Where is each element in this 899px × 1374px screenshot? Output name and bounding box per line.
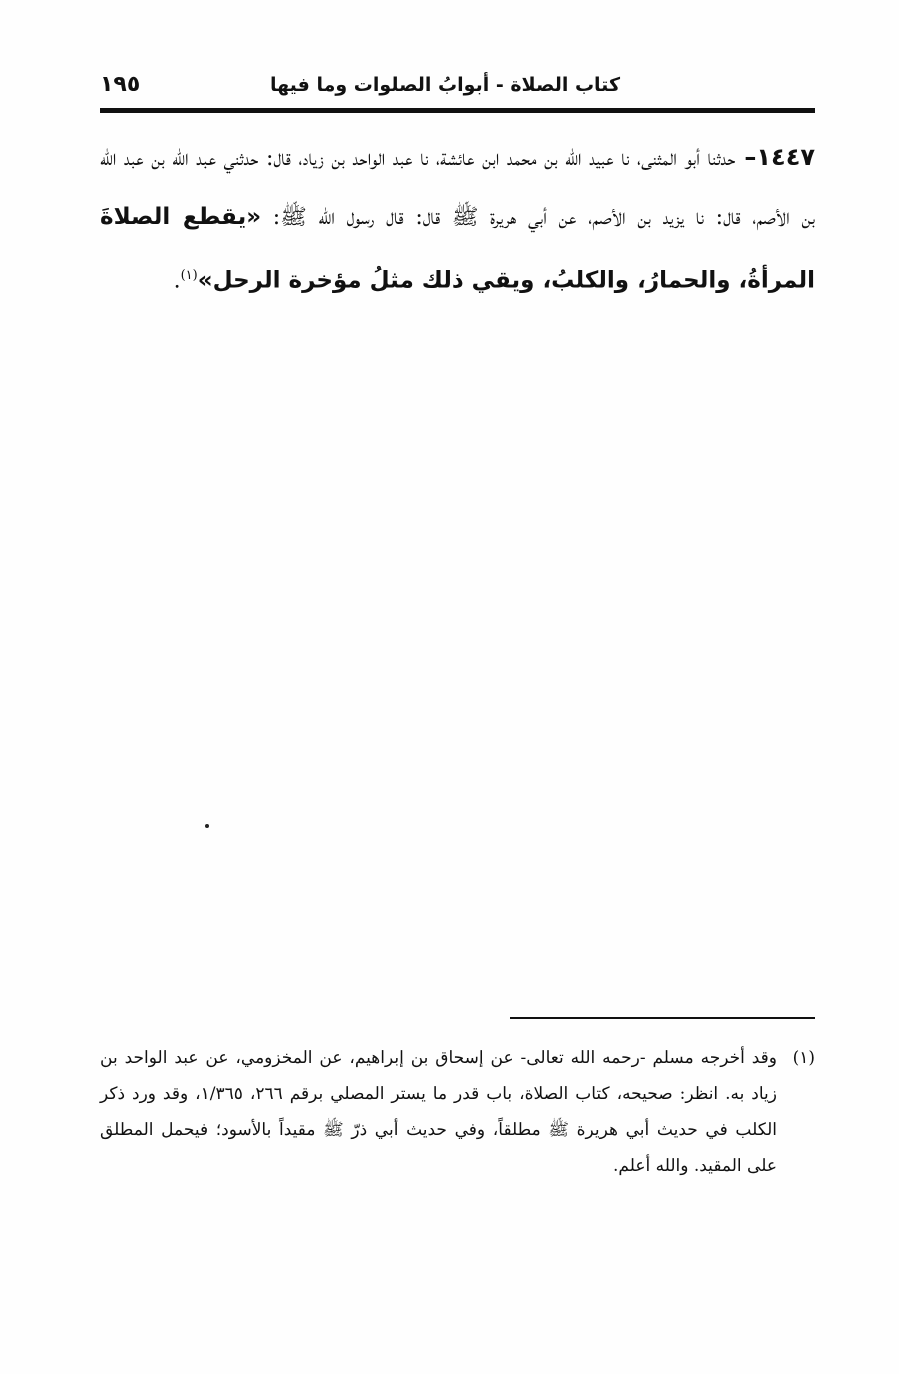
hadith-end: . <box>173 268 181 294</box>
hadith-dash: – <box>735 143 757 171</box>
footnote-rule <box>510 1017 815 1019</box>
running-title: كتاب الصلاة - أبوابُ الصلوات وما فيها <box>269 74 620 96</box>
footnotes <box>100 1040 815 1184</box>
footnote-marker: (١) <box>792 1048 815 1068</box>
hadith-quote: «يقطع الصلاةَ المرأةُ، والحمارُ، والكلبُ، ويقي ذلك مثلُ مؤخرة الرحل» <box>100 204 815 294</box>
page-header <box>100 70 815 110</box>
hadith-chain: حدثنا أبو المثنى، نا عبيد الله بن محمد ابن عائشة، نا عبد الواحد بن زياد، قال: حدثني عبد الله بن عبد الله بن الأصم، قال: نا يزيد بن الأصم، عن أبي هريرة ﷺ قال: قال رسول الله ﷺ: <box>100 146 815 230</box>
footnote-text: وقد أخرجه مسلم -رحمه الله تعالى- عن إسحاق بن إبراهيم، عن المخزومي، عن عبد الواحد بن زياد به. انظر: صحيحه، كتاب الصلاة، باب قدر ما يستر المصلي برقم ٢٦٦، ١/٣٦٥، وقد ورد ذكر الكلب في حديث أبي هريرة ﷺ مطلقاً، وفي حديث أبي ذرّ ﷺ مقيداً بالأسود؛ فيحمل المطلق على المقيد. والله أعلم. <box>100 1048 777 1176</box>
page-number: ١٩٥ <box>100 72 141 97</box>
ink-dot <box>205 824 209 828</box>
footnote-reference: (١) <box>180 268 198 283</box>
hadith-text <box>100 128 815 310</box>
header-rule <box>100 108 815 113</box>
hadith-paragraph <box>100 128 815 310</box>
hadith-number: ١٤٤٧ <box>756 143 815 171</box>
footnote-item <box>100 1040 815 1184</box>
